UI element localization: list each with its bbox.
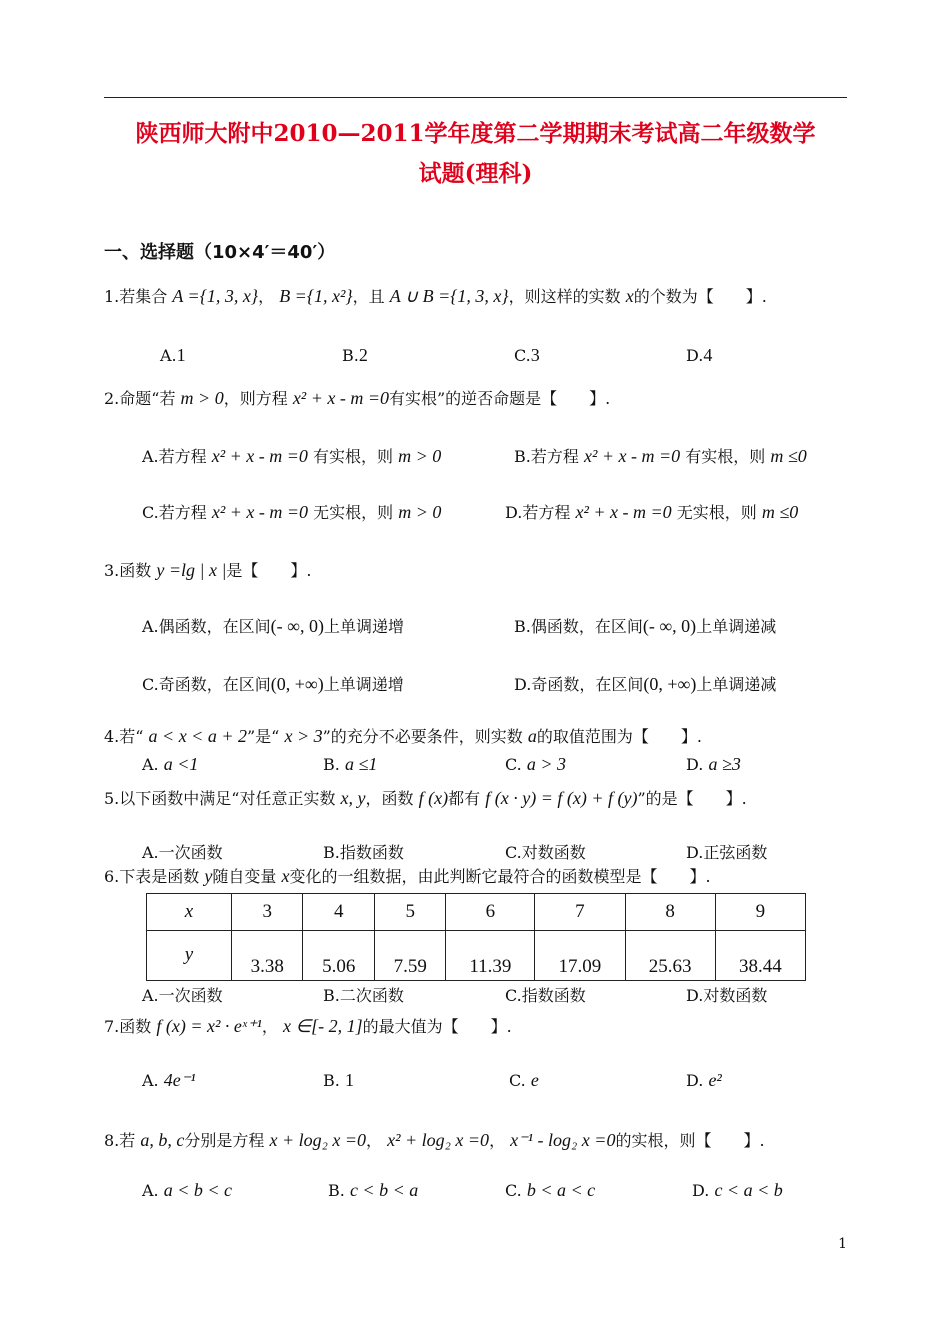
title-line-1: 陕西师大附中2010—2011学年度第二学期期末考试高二年级数学 <box>135 120 816 147</box>
table-cell: 6 <box>446 894 535 931</box>
q8-option-d: D. c < a < b <box>692 1180 783 1200</box>
question-7: 7.函数 f (x) = x² · eˣ⁺¹， x ∈[- 2, 1]的最大值为【 】. <box>104 1016 512 1036</box>
q4-option-c: C. a > 3 <box>505 754 567 774</box>
table-cell: 5 <box>374 894 445 931</box>
table-cell: 7 <box>535 894 625 931</box>
q3-option-c: C.奇函数，在区间(0, +∞)上单调递增 <box>142 674 404 694</box>
q8-option-a: A. a < b < c <box>142 1180 233 1200</box>
q7-option-a: A. 4e⁻¹ <box>142 1070 196 1090</box>
q1-option-b: B.2 <box>342 345 368 365</box>
q4-option-a: A. a <1 <box>142 754 199 774</box>
question-8: 8.若 a, b, c分别是方程 x + log₂ x =0， x² + log₂ x =0， x⁻¹ - log₂ x =0的实根，则【 】. <box>104 1130 765 1150</box>
question-5: 5.以下函数中满足“对任意正实数 x, y，函数 f (x)都有 f (x · y) = f (x) + f (y)”的是【 】. <box>104 788 747 808</box>
title-line-2: 试题(理科) <box>418 160 533 187</box>
q6-option-c: C.指数函数 <box>505 986 586 1005</box>
q3-option-a: A.偶函数，在区间(- ∞, 0)上单调递增 <box>142 616 404 636</box>
page-title <box>104 114 847 194</box>
q1-option-a: A.1 <box>160 345 186 365</box>
header-rule <box>104 97 847 98</box>
table-cell: 11.39 <box>446 931 535 981</box>
table-cell: 17.09 <box>535 931 625 981</box>
q2-option-b: B.若方程 x² + x - m =0 有实根，则 m ≤0 <box>514 446 807 466</box>
q2-option-a: A.若方程 x² + x - m =0 有实根，则 m > 0 <box>142 446 442 466</box>
q2-option-c: C.若方程 x² + x - m =0 无实根，则 m > 0 <box>142 502 442 522</box>
question-6: 6.下表是函数 y随自变量 x变化的一组数据，由此判断它最符合的函数模型是【 】. <box>104 866 711 886</box>
section-heading: 一、选择题（10×4′＝40′） <box>104 242 336 263</box>
q5-option-d: D.正弦函数 <box>686 843 768 862</box>
q6-option-b: B.二次函数 <box>323 986 404 1005</box>
q5-option-b: B.指数函数 <box>323 843 404 862</box>
question-1: 1.若集合 A ={1, 3, x}， B ={1, x²}，且 A ∪ B ={1, 3, x}，则这样的实数 x的个数为【 】. <box>104 286 767 306</box>
table-row-x <box>147 894 806 931</box>
q5-option-a: A.一次函数 <box>142 843 223 862</box>
q6-option-d: D.对数函数 <box>686 986 768 1005</box>
table-cell: 9 <box>715 894 805 931</box>
q7-option-b: B. 1 <box>323 1070 354 1090</box>
q1-option-c: C.3 <box>514 345 540 365</box>
data-table <box>146 893 806 981</box>
q7-option-c: C. e <box>509 1070 539 1090</box>
q5-option-c: C.对数函数 <box>505 843 586 862</box>
table-cell: 8 <box>625 894 715 931</box>
q3-option-d: D.奇函数，在区间(0, +∞)上单调递减 <box>514 674 777 694</box>
page-number: 1 <box>838 1236 847 1252</box>
q4-option-b: B. a ≤1 <box>323 754 378 774</box>
table-header-y: y <box>147 931 232 981</box>
table-header-x: x <box>147 894 232 931</box>
q6-option-a: A.一次函数 <box>142 986 223 1005</box>
table-row-y <box>147 931 806 981</box>
q1-option-d: D.4 <box>686 345 713 365</box>
q2-option-d: D.若方程 x² + x - m =0 无实根，则 m ≤0 <box>505 502 799 522</box>
q8-option-b: B. c < b < a <box>328 1180 419 1200</box>
table-cell: 7.59 <box>374 931 445 981</box>
q7-option-d: D. e² <box>686 1070 722 1090</box>
q3-option-b: B.偶函数，在区间(- ∞, 0)上单调递减 <box>514 616 777 636</box>
table-cell: 38.44 <box>715 931 805 981</box>
question-2: 2.命题“若 m > 0，则方程 x² + x - m =0有实根”的逆否命题是【 】. <box>104 388 611 408</box>
q8-option-c: C. b < a < c <box>505 1180 596 1200</box>
question-3: 3.函数 y =lg | x |是【 】. <box>104 560 312 580</box>
table-cell: 4 <box>303 894 374 931</box>
question-4: 4.若“ a < x < a + 2”是“ x > 3”的充分不必要条件，则实数 a的取值范围为【 】. <box>104 726 702 746</box>
q4-option-d: D. a ≥3 <box>686 754 741 774</box>
table-cell: 5.06 <box>303 931 374 981</box>
table-cell: 25.63 <box>625 931 715 981</box>
table-cell: 3.38 <box>232 931 303 981</box>
table-cell: 3 <box>232 894 303 931</box>
